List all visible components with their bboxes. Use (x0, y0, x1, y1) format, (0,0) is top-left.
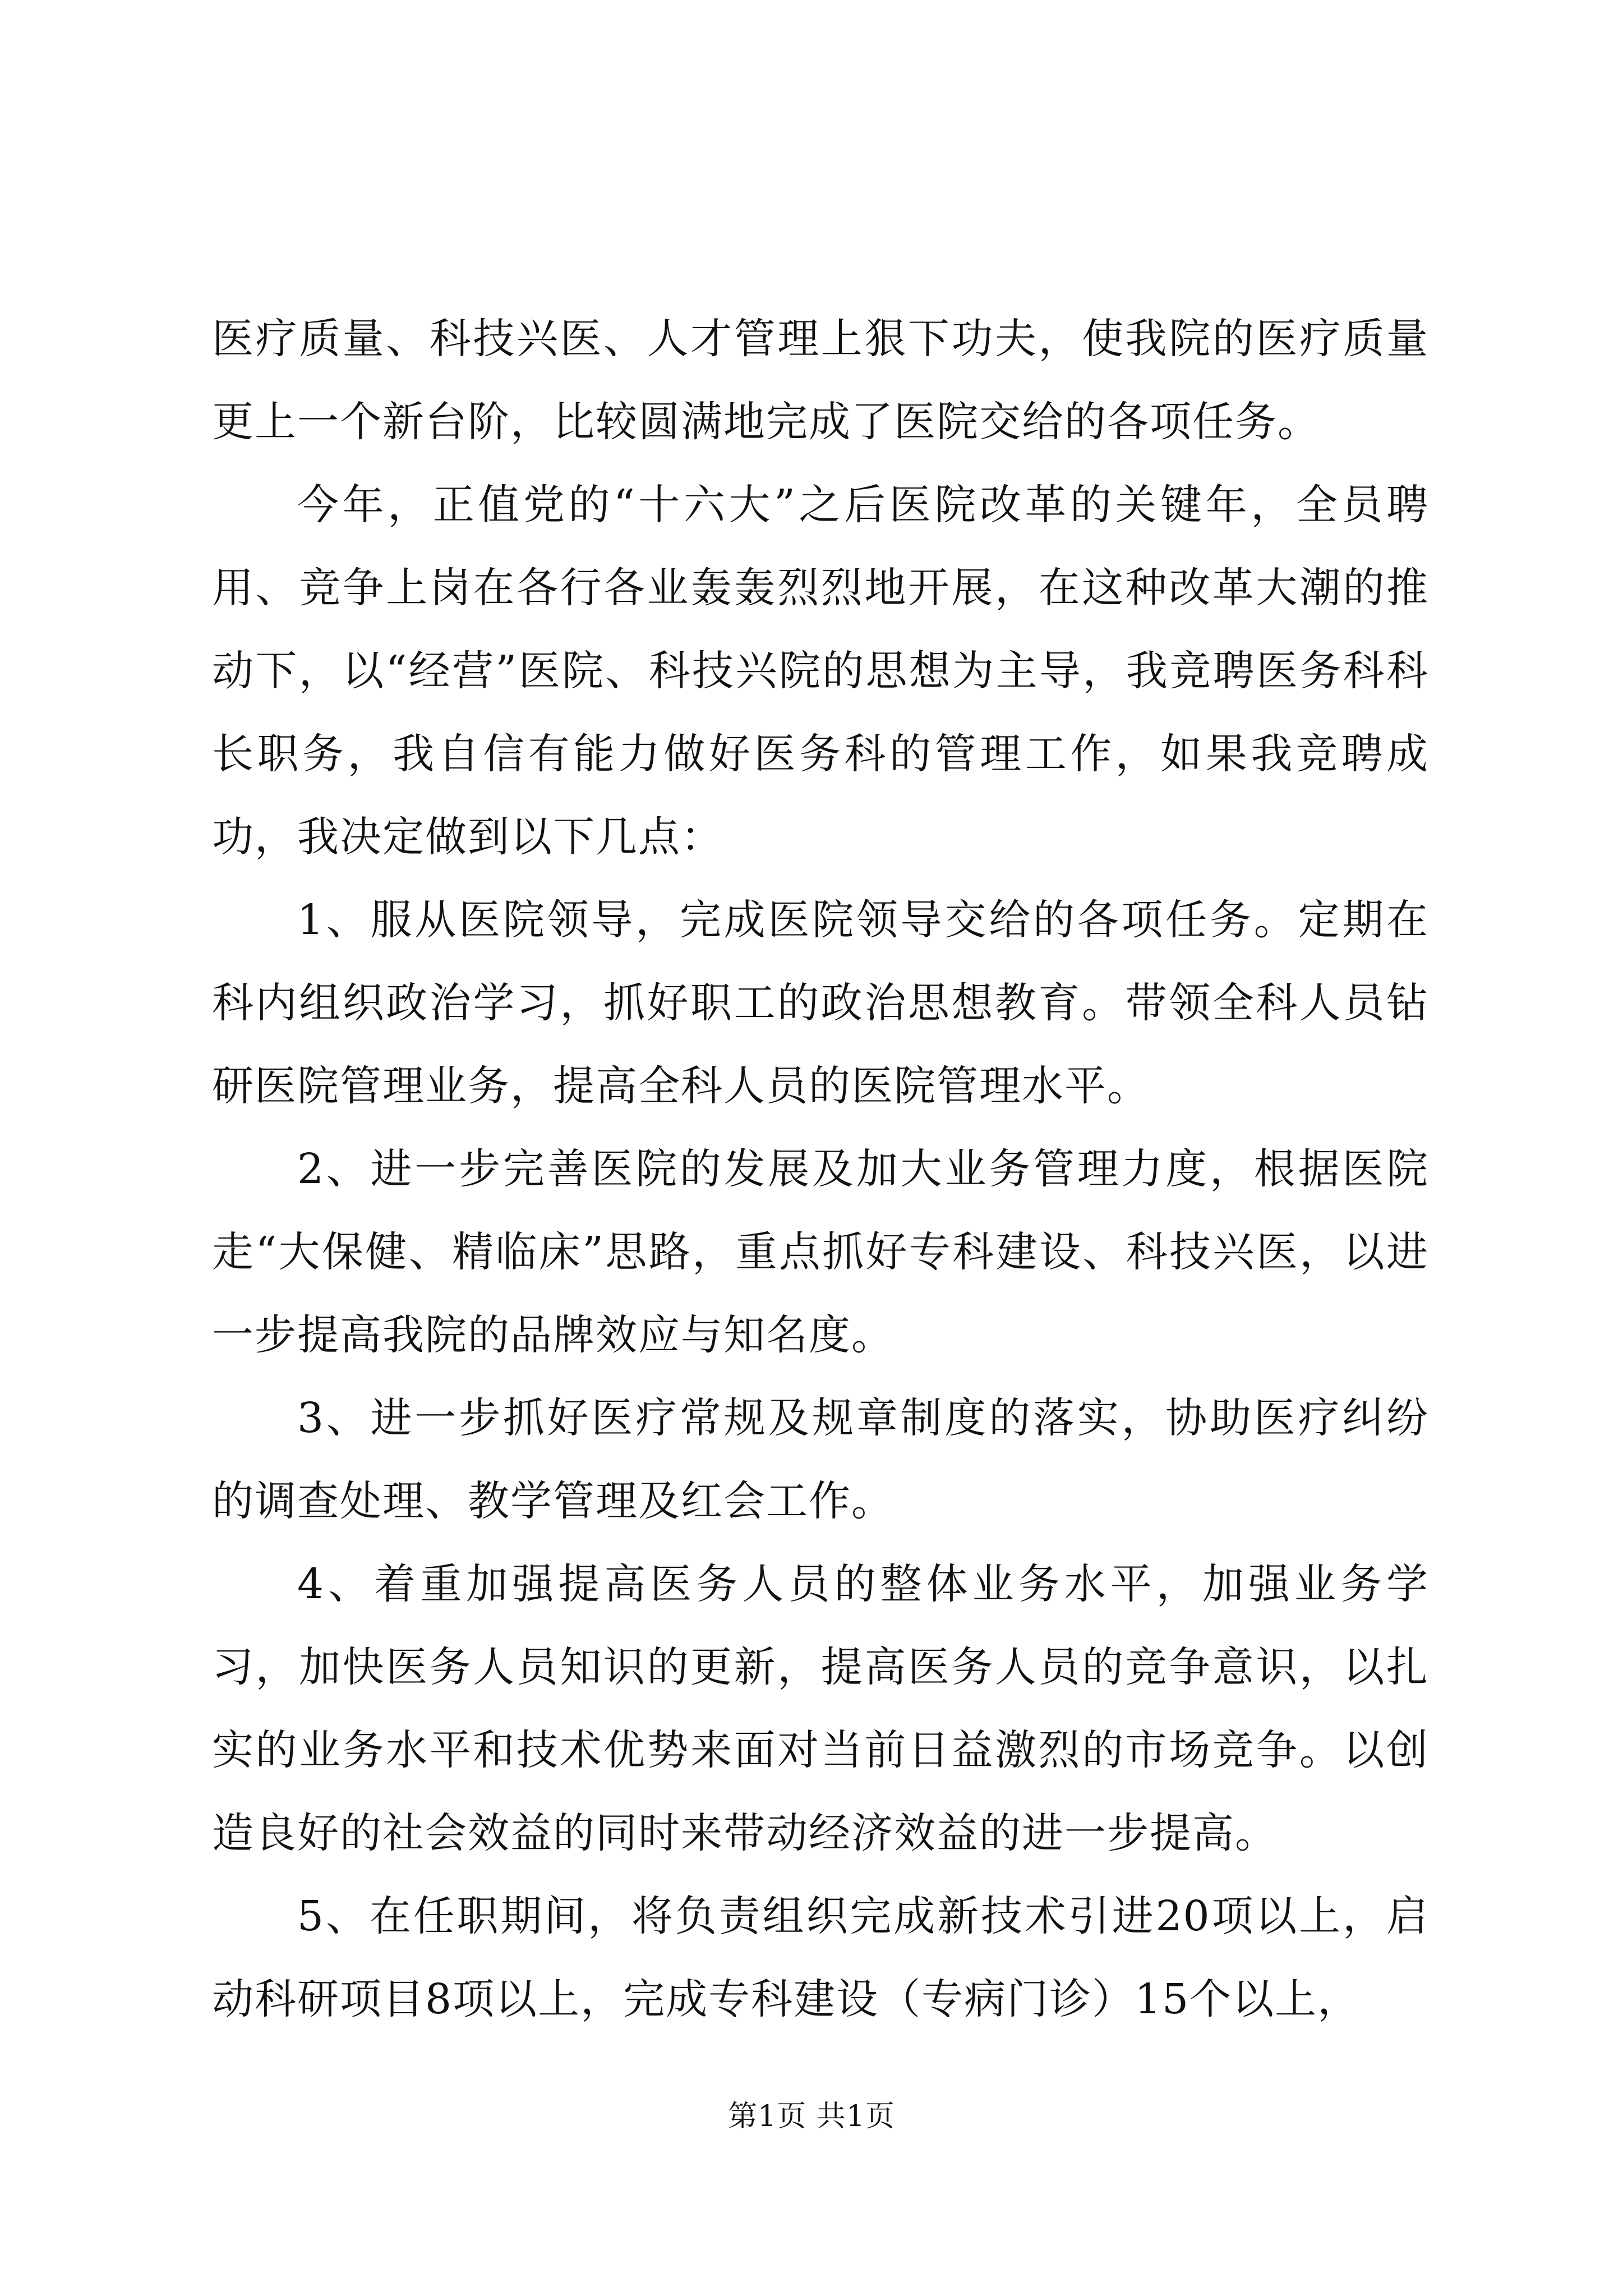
paragraph-item-1: 1、服从医院领导，完成医院领导交给的各项任务。定期在科内组织政治学习，抓好职工的政治思想教育。带领全科人员钻研医院管理业务，提高全科人员的医院管理水平。 (212, 896, 1429, 1110)
paragraph-item-3: 3、进一步抓好医疗常规及规章制度的落实，协助医疗纠纷的调查处理、教学管理及红会工作。 (212, 1394, 1429, 1525)
paragraph-item-5: 5、在任职期间，将负责组织完成新技术引进20项以上，启动科研项目8项以上，完成专科建设（专病门诊）15个以上， (212, 1892, 1429, 2023)
paragraph-item-2: 2、进一步完善医院的发展及加大业务管理力度，根据医院走“大保健、精临床”思路，重点抓好专科建设、科技兴医，以进一步提高我院的品牌效应与知名度。 (212, 1145, 1429, 1359)
paragraph-item-4: 4、着重加强提高医务人员的整体业务水平，加强业务学习，加快医务人员知识的更新，提高医务人员的竞争意识，以扎实的业务水平和技术优势来面对当前日益激烈的市场竞争。以创造良好的社会效益的同时来带动经济效益的进一步提高。 (212, 1560, 1429, 1857)
paragraph-continued: 医疗质量、科技兴医、人才管理上狠下功夫，使我院的医疗质量更上一个新台阶，比较圆满地完成了医院交给的各项任务。 (212, 315, 1429, 446)
page-footer: 第1页 共1页 (728, 2100, 895, 2133)
paragraph-intro: 今年，正值党的“十六大”之后医院改革的关键年，全员聘用、竞争上岗在各行各业轰轰烈烈地开展，在这种改革大潮的推动下，以“经营”医院、科技兴院的思想为主导，我竞聘医务科科长职务，我自信有能力做好医务科的管理工作，如果我竞聘成功，我决定做到以下几点： (212, 481, 1429, 861)
document-body (212, 297, 1429, 2041)
